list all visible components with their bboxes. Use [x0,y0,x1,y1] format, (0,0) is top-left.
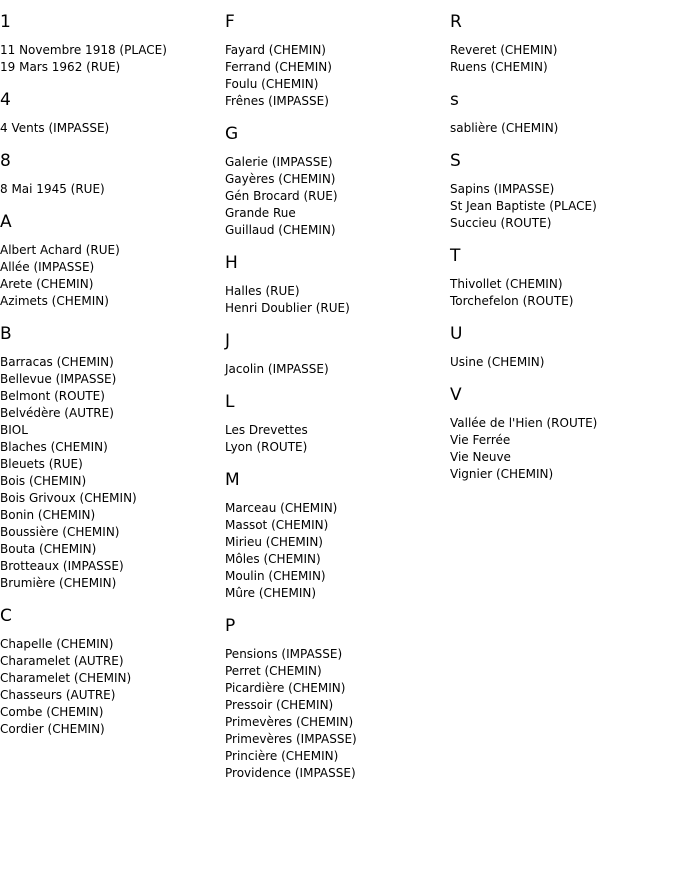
street-entry: Môles (CHEMIN) [225,552,321,566]
letter-section [450,12,672,76]
street-entry: Belvédère (AUTRE) [0,406,114,420]
street-entry: Providence (IMPASSE) [225,766,356,780]
section-heading: 1 [0,12,11,32]
street-entry: Ferrand (CHEMIN) [225,60,332,74]
section-heading: S [450,151,461,171]
section-heading: V [450,385,462,405]
section-heading: U [450,324,463,344]
street-entry: Princière (CHEMIN) [225,749,339,763]
street-list [225,500,447,602]
letter-section [450,324,672,371]
letter-section [225,470,447,602]
street-entry: St Jean Baptiste (PLACE) [450,199,597,213]
street-entry: Bonin (CHEMIN) [0,508,96,522]
index-column [225,0,447,796]
section-heading: R [450,12,462,32]
section-heading: C [0,606,12,626]
street-entry: Lyon (ROUTE) [225,440,308,454]
letter-section [0,151,222,198]
letter-section [450,151,672,232]
street-list [450,181,672,232]
street-entry: Combe (CHEMIN) [0,705,104,719]
section-heading: 8 [0,151,11,171]
street-list [450,120,672,137]
section-heading: H [225,253,238,273]
street-entry: Cordier (CHEMIN) [0,722,105,736]
street-entry: Gayères (CHEMIN) [225,172,336,186]
street-entry: Usine (CHEMIN) [450,355,545,369]
street-list [0,42,222,76]
index-column [450,0,672,497]
street-entry: BIOL [0,423,28,437]
letter-section [225,253,447,317]
street-entry: Vie Neuve [450,450,511,464]
street-entry: Barracas (CHEMIN) [0,355,114,369]
street-entry: Primevères (CHEMIN) [225,715,354,729]
letter-section [225,392,447,456]
street-entry: Moulin (CHEMIN) [225,569,326,583]
section-heading: B [0,324,12,344]
street-entry: Charamelet (AUTRE) [0,654,124,668]
street-entry: Thivollet (CHEMIN) [450,277,563,291]
street-entry: 11 Novembre 1918 (PLACE) [0,43,167,57]
street-entry: Brumière (CHEMIN) [0,576,117,590]
section-heading: T [450,246,461,266]
street-entry: Foulu (CHEMIN) [225,77,319,91]
letter-section [225,12,447,110]
street-entry: Chapelle (CHEMIN) [0,637,114,651]
street-list [225,361,447,378]
street-entry: Blaches (CHEMIN) [0,440,108,454]
street-entry: Gén Brocard (RUE) [225,189,338,203]
street-entry: Guillaud (CHEMIN) [225,223,336,237]
street-entry: Succieu (ROUTE) [450,216,552,230]
street-entry: Galerie (IMPASSE) [225,155,333,169]
street-entry: Mûre (CHEMIN) [225,586,317,600]
street-entry: Reveret (CHEMIN) [450,43,558,57]
letter-section [0,324,222,592]
street-entry: Boussière (CHEMIN) [0,525,120,539]
street-entry: Les Drevettes [225,423,308,437]
section-heading: G [225,124,239,144]
street-entry: Mirieu (CHEMIN) [225,535,323,549]
letter-section [225,331,447,378]
street-entry: Marceau (CHEMIN) [225,501,338,515]
street-entry: Jacolin (IMPASSE) [225,362,329,376]
street-entry: Albert Achard (RUE) [0,243,120,257]
street-entry: Torchefelon (ROUTE) [450,294,574,308]
street-entry: Allée (IMPASSE) [0,260,95,274]
street-entry: Pensions (IMPASSE) [225,647,343,661]
street-entry: Perret (CHEMIN) [225,664,322,678]
street-entry: Fayard (CHEMIN) [225,43,326,57]
street-entry: Belmont (ROUTE) [0,389,105,403]
letter-section [225,124,447,239]
street-entry: Bois Grivoux (CHEMIN) [0,491,137,505]
letter-section [0,212,222,310]
street-list [225,42,447,110]
street-entry: Massot (CHEMIN) [225,518,329,532]
street-entry: Ruens (CHEMIN) [450,60,548,74]
section-heading: M [225,470,240,490]
street-list [450,415,672,483]
street-entry: Halles (RUE) [225,284,300,298]
street-entry: Bellevue (IMPASSE) [0,372,117,386]
street-entry: Grande Rue [225,206,296,220]
section-heading: A [0,212,12,232]
street-entry: Henri Doublier (RUE) [225,301,350,315]
street-entry: Brotteaux (IMPASSE) [0,559,124,573]
letter-section [450,246,672,310]
section-heading: s [450,90,459,110]
street-entry: Bleuets (RUE) [0,457,83,471]
street-list [0,636,222,738]
street-list [0,354,222,592]
section-heading: F [225,12,235,32]
street-list [450,354,672,371]
street-entry: Vie Ferrée [450,433,511,447]
street-entry: Azimets (CHEMIN) [0,294,109,308]
street-entry: Primevères (IMPASSE) [225,732,357,746]
street-entry: Bois (CHEMIN) [0,474,87,488]
street-list [225,154,447,239]
street-entry: Sapins (IMPASSE) [450,182,555,196]
section-heading: 4 [0,90,11,110]
street-list [225,283,447,317]
letter-section [225,616,447,782]
street-list [450,276,672,310]
letter-section [450,90,672,137]
street-list [0,242,222,310]
street-entry: Vallée de l'Hien (ROUTE) [450,416,598,430]
section-heading: J [225,331,231,351]
street-entry: Pressoir (CHEMIN) [225,698,334,712]
street-entry: Charamelet (CHEMIN) [0,671,132,685]
letter-section [0,606,222,738]
street-list [0,181,222,198]
street-list [225,422,447,456]
street-list [225,646,447,782]
section-heading: L [225,392,235,412]
index-column [0,0,222,752]
street-entry: Arete (CHEMIN) [0,277,94,291]
street-entry: Picardière (CHEMIN) [225,681,346,695]
street-entry: Vignier (CHEMIN) [450,467,554,481]
letter-section [450,385,672,483]
letter-section [0,12,222,76]
street-entry: 19 Mars 1962 (RUE) [0,60,121,74]
street-entry: 4 Vents (IMPASSE) [0,121,110,135]
street-list [450,42,672,76]
street-entry: sablière (CHEMIN) [450,121,559,135]
street-entry: 8 Mai 1945 (RUE) [0,182,105,196]
letter-section [0,90,222,137]
street-list [0,120,222,137]
street-entry: Frênes (IMPASSE) [225,94,329,108]
section-heading: P [225,616,236,636]
street-entry: Bouta (CHEMIN) [0,542,97,556]
street-entry: Chasseurs (AUTRE) [0,688,116,702]
